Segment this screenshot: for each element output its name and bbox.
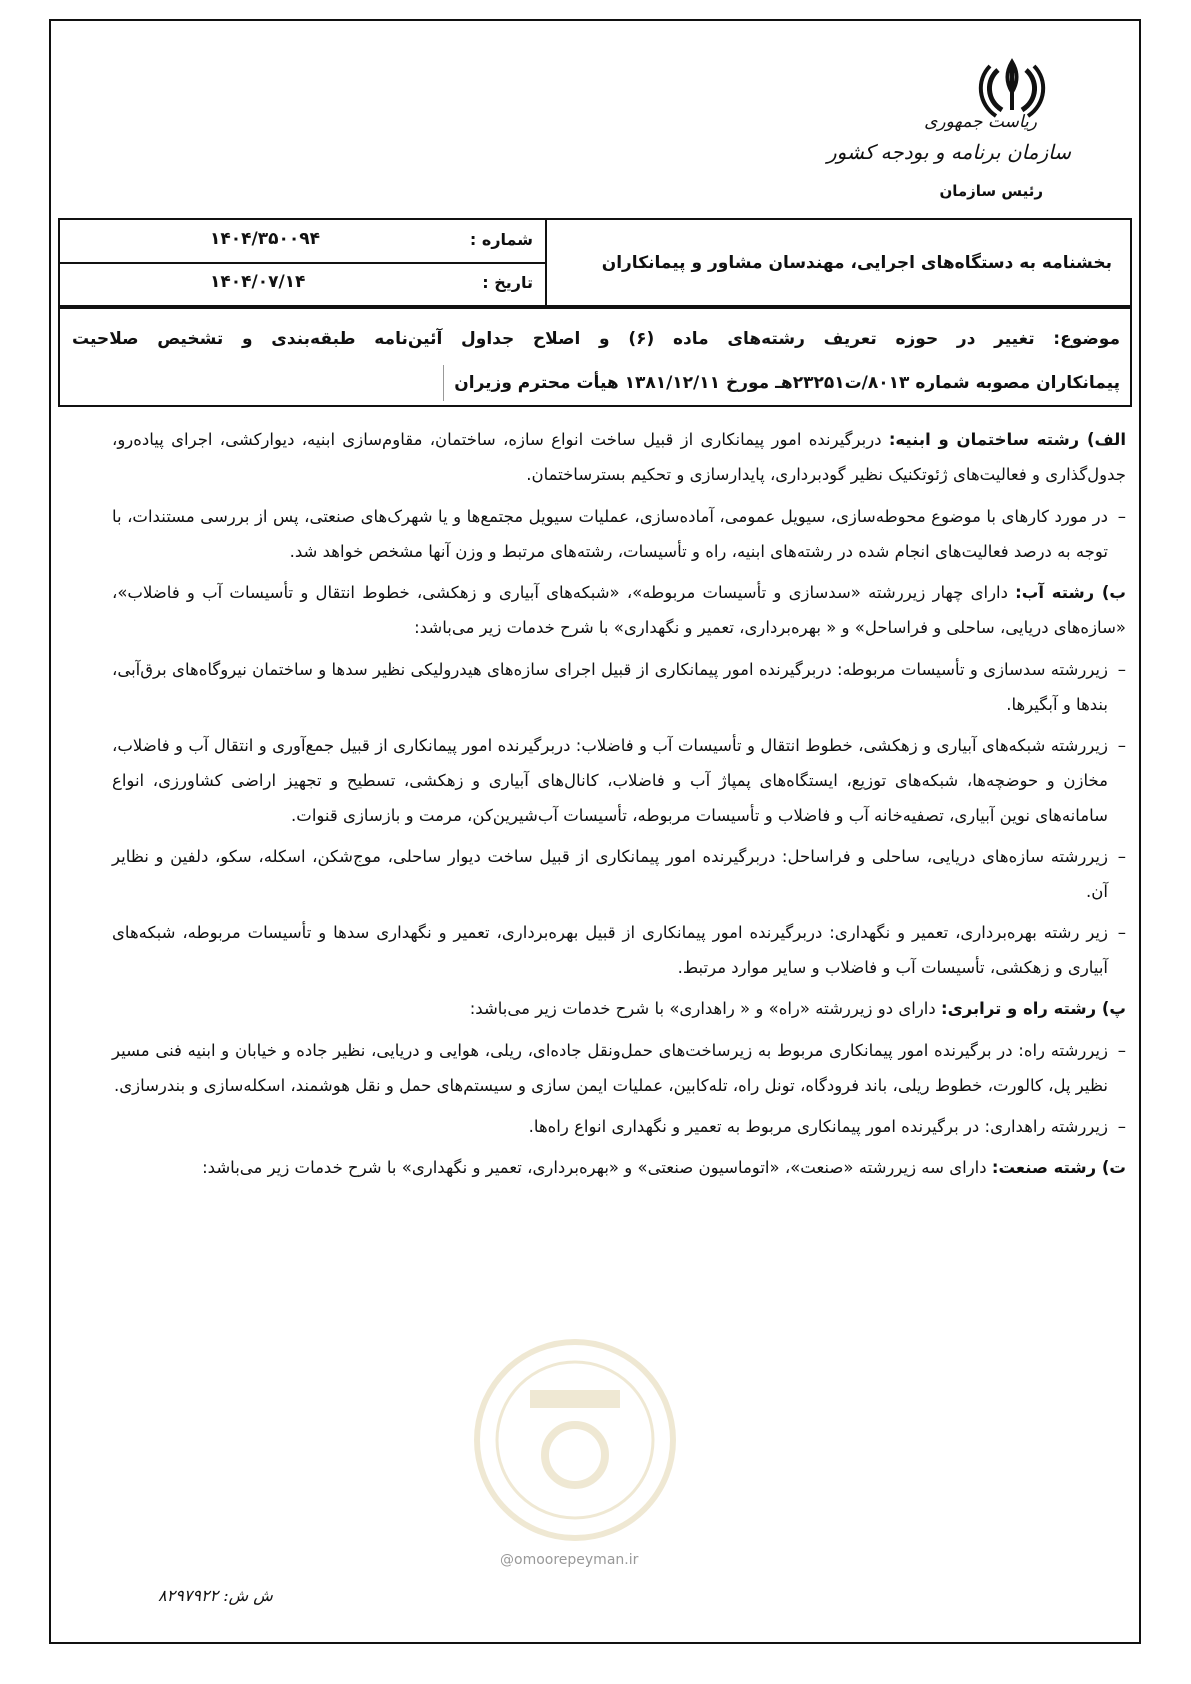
header-table [58, 218, 1132, 307]
date-row [60, 263, 545, 305]
number-value: ۱۴۰۴/۳۵۰۰۹۴ [210, 229, 320, 249]
subject-line-1: موضوع: تغییر در حوزه تعریف رشته‌های ماده (۶) و اصلاح جداول آئین‌نامه طبقه‌بندی و تشخیص صلاحیت [72, 329, 1120, 349]
iran-emblem-icon [972, 58, 1052, 120]
section-be-text: دارای چهار زیررشته «سدسازی و تأسیسات مربوطه»، «شبکه‌های آبیاری و زهکشی، خطوط انتقال و تأسیسات آب و فاضلاب»، «سازه‌های دریایی، ساحلی و فراساحل» و « بهره‌برداری، تعمیر و نگهداری» با شرح خدمات زیر می‌باشد: [112, 583, 1126, 637]
watermark-seal-icon [470, 1330, 680, 1550]
watermark-text: @omoorepeyman.ir [500, 1552, 639, 1568]
section-te [112, 1150, 1126, 1185]
subject-box [58, 307, 1132, 407]
section-pe-text: دارای دو زیررشته «راه» و « راهداری» با شرح خدمات زیر می‌باشد: [469, 999, 941, 1018]
date-value: ۱۴۰۴/۰۷/۱۴ [210, 272, 306, 292]
list-item: – زیررشته راه: در برگیرنده امور پیمانکاری مربوط به زیرساخت‌های حمل‌ونقل جاده‌ای، ریلی، هوایی و دریایی، نظیر جاده و خیابان و ابنیه فنی مسیر نظیر پل، کالورت، خطوط ریلی، باند فرودگاه، تونل راه، تله‌کابین، عملیات ایمن سازی و سیستم‌های حمل و نقل هوشمند، اسکله‌سازی و بندرسازی. [112, 1041, 1126, 1095]
presidency-text: ریاست جمهوری [924, 112, 1037, 132]
list-item: – زیر رشته بهره‌برداری، تعمیر و نگهداری: دربرگیرنده امور پیمانکاری از قبیل بهره‌برداری، تعمیر و نگهداری سدها و تأسیسات مربوطه، شبکه‌های آبیاری و زهکشی، تأسیسات آب و فاضلاب و سایر موارد مرتبط. [112, 923, 1126, 977]
section-te-title: ت) رشته صنعت: [991, 1158, 1126, 1177]
list-item: – زیررشته راهداری: در برگیرنده امور پیمانکاری مربوط به تعمیر و نگهداری انواع راه‌ها. [528, 1117, 1126, 1136]
organization-name: سازمان برنامه و بودجه کشور [826, 140, 1071, 164]
section-alef-title: الف) رشته ساختمان و ابنیه: [888, 430, 1126, 449]
date-label: تاریخ : [482, 273, 533, 292]
section-alef-text: دربرگیرنده امور پیمانکاری از قبیل ساخت انواع سازه، ساختمان، مقاوم‌سازی ابنیه، دیوارکشی، اجرای پیاده‌رو، جدول‌گذاری و فعالیت‌های ژئوتکنیک نظیر گودبرداری، پایدارسازی و تحکیم بسترساختمان. [112, 430, 1126, 484]
number-label: شماره : [469, 230, 533, 249]
section-alef [112, 422, 1126, 492]
list-item: – زیررشته شبکه‌های آبیاری و زهکشی، خطوط انتقال و تأسیسات آب و فاضلاب: دربرگیرنده امور پیمانکاری از قبیل جمع‌آوری و انتقال آب و فاضلاب، مخازن و حوضچه‌ها، شبکه‌های توزیع، ایستگاه‌های پمپاژ آب و فاضلاب، کانال‌های آبیاری و زهکشی، تسطیح و تجهیز اراضی کشاورزی، انواع سامانه‌های نوین آبیاری، تصفیه‌خانه آب و فاضلاب و تأسیسات مربوطه، تأسیسات آب‌شیرین‌کن، مرمت و بازسازی قنوات. [112, 736, 1126, 825]
section-pe [112, 991, 1126, 1026]
document-body [112, 422, 1126, 1192]
footer-reference: ش ش: ۸۲۹۷۹۲۲ [158, 1586, 273, 1605]
section-be [112, 575, 1126, 645]
list-item: – زیررشته سدسازی و تأسیسات مربوطه: دربرگیرنده امور پیمانکاری از قبیل اجرای سازه‌های هیدرولیکی نظیر سدها و ساختمان نیروگاه‌های برق‌آبی، بندها و آبگیرها. [112, 660, 1126, 714]
subject-divider [443, 365, 444, 401]
list-item: – در مورد کارهای با موضوع محوطه‌سازی، سیویل عمومی، آماده‌سازی، عملیات سیویل مجتمع‌ها و یا شهرک‌های صنعتی، پس از بررسی مستندات، با توجه به درصد فعالیت‌های انجام شده در رشته‌های ابنیه، راه و تأسیسات، رشته‌های مرتبط و وزن آنها مشخص خواهد شد. [112, 507, 1126, 561]
number-date-box [60, 220, 547, 305]
subject-line-2: پیمانکاران مصوبه شماره ۸۰۱۳/ت۲۳۲۵۱هـ مورخ ۱۳۸۱/۱۲/۱۱ هیأت محترم وزیران [454, 373, 1120, 393]
circular-title: بخشنامه به دستگاه‌های اجرایی، مهندسان مشاور و پیمانکاران [601, 252, 1112, 273]
section-pe-title: پ) رشته راه و ترابری: [940, 999, 1126, 1018]
number-row [60, 220, 545, 264]
list-item: – زیررشته سازه‌های دریایی، ساحلی و فراساحل: دربرگیرنده امور پیمانکاری از قبیل ساخت دیوار ساحلی، موج‌شکن، اسکله، سکو، دلفین و نظایر آن. [112, 847, 1126, 901]
section-be-title: ب) رشته آب: [1015, 583, 1126, 602]
section-te-text: دارای سه زیررشته «صنعت»، «اتوماسیون صنعتی» و «بهره‌برداری، تعمیر و نگهداری» با شرح خدمات زیر می‌باشد: [202, 1158, 992, 1177]
organization-head: رئیس سازمان [939, 182, 1043, 200]
